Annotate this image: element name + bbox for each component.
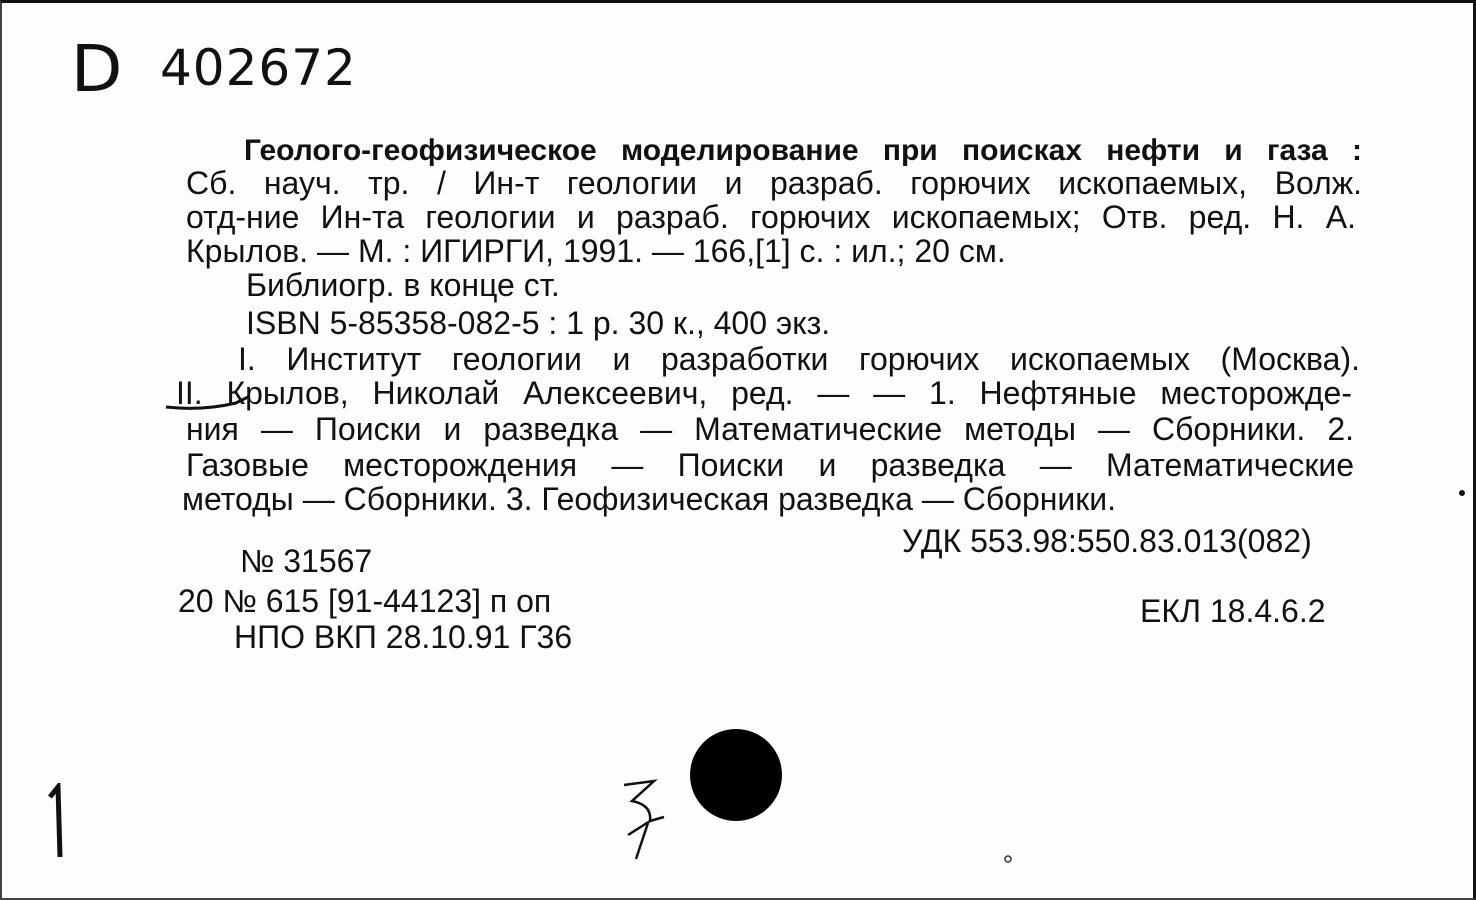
udc-code: УДК 553.98:550.83.013(082) <box>902 523 1312 559</box>
accession-number: № 31567 <box>240 543 373 579</box>
description-line: Крылов. — М. : ИГИРГИ, 1991. — 166,[1] с. : ил.; 20 см. <box>186 233 1006 269</box>
speck <box>1458 489 1468 499</box>
isbn-line: ISBN 5-85358-082-5 : 1 р. 30 к., 400 экз. <box>246 305 831 341</box>
handwritten-numeral <box>614 773 674 863</box>
npo-line: НПО ВКП 28.10.91 Г36 <box>234 619 573 655</box>
punch-hole <box>686 727 786 827</box>
tracing-line: методы — Сборники. 3. Геофизическая разведка — Сборники. <box>182 481 1117 517</box>
tracing-line: ния — Поиски и разведка — Математические методы — Сборники. 2. <box>186 411 1354 447</box>
tracing-line: I. Институт геологии и разработки горючих ископаемых (Москва). <box>238 341 1360 377</box>
call-number: 402672 <box>160 39 357 97</box>
call-mark: D <box>70 33 123 107</box>
edge-tick-mark <box>42 783 72 863</box>
speck <box>1002 853 1018 869</box>
description-line: Сб. науч. тр. / Ин-т геологии и разраб. горючих ископаемых, Волж. <box>186 165 1362 201</box>
description-line: отд-ние Ин-та геологии и разраб. горючих ископаемых; Отв. ред. Н. А. <box>186 199 1356 235</box>
card-title: Геолого-геофизическое моделирование при поисках нефти и газа : <box>244 134 1362 167</box>
tracing-line: II. Крылов, Николай Алексеевич, ред. — — 1. Нефтяные месторожде- <box>176 375 1352 411</box>
ekl-code: ЕКЛ 18.4.6.2 <box>1140 593 1326 629</box>
order-line: 20 № 615 [91-44123] п оп <box>178 583 552 619</box>
handwritten-underline <box>162 393 252 413</box>
tracing-line: Газовые месторождения — Поиски и разведка — Математические <box>186 447 1354 483</box>
bibliography-note: Библиогр. в конце ст. <box>246 267 560 303</box>
